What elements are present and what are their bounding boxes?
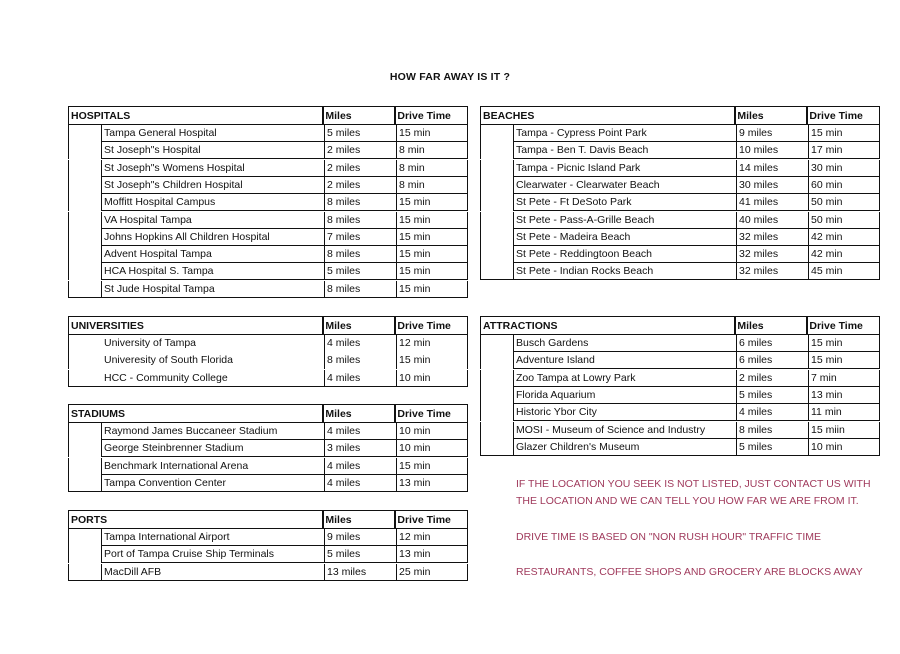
beaches-drive-time-cell: 45 min <box>808 263 880 280</box>
attractions-name-cell: Historic Ybor City <box>513 404 736 421</box>
beaches-miles-cell: 30 miles <box>736 177 808 194</box>
ports-miles-cell: 9 miles <box>324 529 396 546</box>
attractions-miles-cell: 5 miles <box>736 387 808 404</box>
hospitals-miles-cell: 8 miles <box>324 212 396 229</box>
ports-name-cell: Port of Tampa Cruise Ship Terminals <box>101 546 324 563</box>
universities-frame-line <box>68 335 69 352</box>
stadiums-header-miles: Miles <box>322 404 396 423</box>
ports-frame-line <box>68 564 69 581</box>
stadiums-header-drive-time: Drive Time <box>394 404 468 423</box>
attractions-miles-cell: 6 miles <box>736 352 808 369</box>
hospitals-drive-time-cell: 15 min <box>396 194 468 211</box>
beaches-drive-time-cell: 50 min <box>808 212 880 229</box>
beaches-name-cell: St Pete - Pass-A-Grille Beach <box>513 212 736 229</box>
hospitals-name-cell: St Joseph"s Womens Hospital <box>101 160 324 177</box>
hospitals-name-cell: St Joseph"s Hospital <box>101 142 324 159</box>
beaches-frame-line <box>480 160 481 177</box>
hospitals-drive-time-cell: 8 min <box>396 177 468 194</box>
hospitals-miles-cell: 8 miles <box>324 194 396 211</box>
universities-name-cell: University of Tampa <box>104 337 197 349</box>
beaches-drive-time-cell: 50 min <box>808 194 880 211</box>
hospitals-name-cell: St Jude Hospital Tampa <box>101 281 324 298</box>
universities-name-cell: HCC - Community College <box>101 370 324 387</box>
beaches-miles-cell: 40 miles <box>736 212 808 229</box>
attractions-name-cell: Florida Aquarium <box>513 387 736 404</box>
attractions-name-cell: Glazer Children's Museum <box>513 439 736 456</box>
attractions-name-cell: MOSI - Museum of Science and Industry <box>513 422 736 439</box>
attractions-frame-line <box>480 387 481 404</box>
ports-header-miles: Miles <box>322 510 396 529</box>
beaches-name-cell: Tampa - Ben T. Davis Beach <box>513 142 736 159</box>
attractions-frame-bottom <box>480 455 513 456</box>
beaches-name-cell: Clearwater - Clearwater Beach <box>513 177 736 194</box>
stadiums-miles-cell: 4 miles <box>324 423 396 440</box>
ports-frame-line <box>68 529 69 546</box>
attractions-miles-cell: 4 miles <box>736 404 808 421</box>
hospitals-frame-line <box>68 246 69 263</box>
beaches-frame-line <box>480 229 481 246</box>
beaches-frame-line <box>480 125 481 142</box>
stadiums-miles-cell: 3 miles <box>324 440 396 457</box>
beaches-miles-cell: 41 miles <box>736 194 808 211</box>
beaches-frame-line <box>480 142 481 159</box>
hospitals-miles-cell: 8 miles <box>324 246 396 263</box>
note-nearby-amenities: RESTAURANTS, COFFEE SHOPS AND GROCERY ARE BLOCKS AWAY <box>516 566 863 578</box>
attractions-frame-line <box>480 439 481 456</box>
stadiums-name-cell: George Steinbrenner Stadium <box>101 440 324 457</box>
stadiums-frame-line <box>68 440 69 457</box>
ports-header-category: PORTS <box>68 510 324 529</box>
hospitals-name-cell: Johns Hopkins All Children Hospital <box>101 229 324 246</box>
hospitals-frame-line <box>68 212 69 229</box>
universities-name-cell: Univeresity of South Florida <box>104 354 233 367</box>
ports-frame-line <box>68 546 69 563</box>
hospitals-miles-cell: 7 miles <box>324 229 396 246</box>
hospitals-header-category: HOSPITALS <box>68 106 324 125</box>
attractions-header-miles: Miles <box>734 316 808 335</box>
attractions-header-drive-time: Drive Time <box>806 316 880 335</box>
hospitals-drive-time-cell: 15 min <box>396 125 468 142</box>
beaches-header-category: BEACHES <box>480 106 736 125</box>
stadiums-drive-time-cell: 10 min <box>396 440 468 457</box>
stadiums-frame-bottom <box>68 491 101 492</box>
attractions-frame-line <box>480 370 481 387</box>
beaches-miles-cell: 32 miles <box>736 246 808 263</box>
attractions-name-cell: Zoo Tampa at Lowry Park <box>513 370 736 387</box>
beaches-header-drive-time: Drive Time <box>806 106 880 125</box>
hospitals-frame-bottom <box>68 297 101 298</box>
stadiums-miles-cell: 4 miles <box>324 475 396 492</box>
attractions-miles-cell: 5 miles <box>736 439 808 456</box>
beaches-miles-cell: 9 miles <box>736 125 808 142</box>
beaches-name-cell: St Pete - Indian Rocks Beach <box>513 263 736 280</box>
stadiums-name-cell: Benchmark International Arena <box>101 458 324 475</box>
attractions-name-cell: Busch Gardens <box>513 335 736 352</box>
hospitals-name-cell: Tampa General Hospital <box>101 125 324 142</box>
hospitals-miles-cell: 2 miles <box>324 160 396 177</box>
attractions-frame-line <box>480 422 481 439</box>
attractions-drive-time-cell: 10 min <box>808 439 880 456</box>
hospitals-drive-time-cell: 8 min <box>396 160 468 177</box>
ports-drive-time-cell: 12 min <box>396 529 468 546</box>
attractions-name-cell: Adventure Island <box>513 352 736 369</box>
beaches-frame-line <box>480 194 481 211</box>
attractions-header-category: ATTRACTIONS <box>480 316 736 335</box>
universities-frame-bottom <box>68 386 324 387</box>
stadiums-miles-cell: 4 miles <box>324 458 396 475</box>
hospitals-drive-time-cell: 15 min <box>396 263 468 280</box>
beaches-frame-line <box>480 263 481 280</box>
universities-drive-time-cell: 15 min <box>396 352 468 369</box>
attractions-frame-line <box>480 404 481 421</box>
universities-drive-time-cell: 12 min <box>396 335 468 352</box>
hospitals-drive-time-cell: 15 min <box>396 281 468 298</box>
hospitals-frame-line <box>68 229 69 246</box>
attractions-miles-cell: 2 miles <box>736 370 808 387</box>
stadiums-drive-time-cell: 10 min <box>396 423 468 440</box>
beaches-miles-cell: 32 miles <box>736 263 808 280</box>
hospitals-miles-cell: 8 miles <box>324 281 396 298</box>
ports-header-drive-time: Drive Time <box>394 510 468 529</box>
beaches-frame-line <box>480 177 481 194</box>
hospitals-drive-time-cell: 15 min <box>396 212 468 229</box>
beaches-drive-time-cell: 60 min <box>808 177 880 194</box>
ports-miles-cell: 13 miles <box>324 564 396 581</box>
attractions-drive-time-cell: 15 miin <box>808 422 880 439</box>
universities-miles-cell: 4 miles <box>324 335 396 352</box>
universities-miles-cell: 4 miles <box>324 370 396 387</box>
beaches-miles-cell: 14 miles <box>736 160 808 177</box>
hospitals-frame-line <box>68 281 69 298</box>
hospitals-drive-time-cell: 15 min <box>396 229 468 246</box>
note-not-listed-line2: THE LOCATION AND WE CAN TELL YOU HOW FAR WE ARE FROM IT. <box>516 495 859 507</box>
attractions-drive-time-cell: 11 min <box>808 404 880 421</box>
stadiums-name-cell: Tampa Convention Center <box>101 475 324 492</box>
beaches-miles-cell: 10 miles <box>736 142 808 159</box>
stadiums-name-cell: Raymond James Buccaneer Stadium <box>101 423 324 440</box>
hospitals-name-cell: HCA Hospital S. Tampa <box>101 263 324 280</box>
hospitals-frame-line <box>68 160 69 177</box>
note-not-listed-line1: IF THE LOCATION YOU SEEK IS NOT LISTED, JUST CONTACT US WITH <box>516 478 871 490</box>
beaches-header-miles: Miles <box>734 106 808 125</box>
hospitals-miles-cell: 5 miles <box>324 263 396 280</box>
ports-frame-bottom <box>68 580 101 581</box>
beaches-name-cell: Tampa - Picnic Island Park <box>513 160 736 177</box>
beaches-frame-bottom <box>480 279 513 280</box>
hospitals-drive-time-cell: 8 min <box>396 142 468 159</box>
hospitals-drive-time-cell: 15 min <box>396 246 468 263</box>
ports-drive-time-cell: 13 min <box>396 546 468 563</box>
ports-name-cell: Tampa International Airport <box>101 529 324 546</box>
ports-drive-time-cell: 25 min <box>396 564 468 581</box>
hospitals-name-cell: St Joseph"s Children Hospital <box>101 177 324 194</box>
attractions-drive-time-cell: 15 min <box>808 352 880 369</box>
hospitals-name-cell: VA Hospital Tampa <box>101 212 324 229</box>
ports-name-cell: MacDill AFB <box>101 564 324 581</box>
beaches-name-cell: St Pete - Reddingtoon Beach <box>513 246 736 263</box>
attractions-miles-cell: 8 miles <box>736 422 808 439</box>
hospitals-frame-line <box>68 263 69 280</box>
hospitals-header-miles: Miles <box>322 106 396 125</box>
attractions-drive-time-cell: 15 min <box>808 335 880 352</box>
beaches-frame-line <box>480 246 481 263</box>
hospitals-frame-line <box>68 194 69 211</box>
beaches-name-cell: St Pete - Madeira Beach <box>513 229 736 246</box>
beaches-drive-time-cell: 42 min <box>808 246 880 263</box>
universities-frame-line <box>68 370 69 387</box>
universities-frame-line <box>68 352 69 369</box>
beaches-drive-time-cell: 17 min <box>808 142 880 159</box>
stadiums-frame-line <box>68 458 69 475</box>
universities-miles-cell: 8 miles <box>324 352 396 369</box>
note-drive-time: DRIVE TIME IS BASED ON "NON RUSH HOUR" TRAFFIC TIME <box>516 531 821 543</box>
beaches-miles-cell: 32 miles <box>736 229 808 246</box>
attractions-drive-time-cell: 7 min <box>808 370 880 387</box>
hospitals-frame-line <box>68 142 69 159</box>
beaches-drive-time-cell: 42 min <box>808 229 880 246</box>
universities-drive-time-cell: 10 min <box>396 370 468 387</box>
beaches-name-cell: St Pete - Ft DeSoto Park <box>513 194 736 211</box>
hospitals-name-cell: Advent Hospital Tampa <box>101 246 324 263</box>
hospitals-miles-cell: 5 miles <box>324 125 396 142</box>
hospitals-frame-line <box>68 177 69 194</box>
ports-miles-cell: 5 miles <box>324 546 396 563</box>
attractions-drive-time-cell: 13 min <box>808 387 880 404</box>
beaches-frame-line <box>480 212 481 229</box>
stadiums-drive-time-cell: 13 min <box>396 475 468 492</box>
stadiums-frame-line <box>68 423 69 440</box>
universities-header-category: UNIVERSITIES <box>68 316 324 335</box>
hospitals-miles-cell: 2 miles <box>324 142 396 159</box>
hospitals-miles-cell: 2 miles <box>324 177 396 194</box>
page-title: HOW FAR AWAY IS IT ? <box>389 71 511 83</box>
stadiums-header-category: STADIUMS <box>68 404 324 423</box>
attractions-frame-line <box>480 352 481 369</box>
stadiums-drive-time-cell: 15 min <box>396 458 468 475</box>
beaches-name-cell: Tampa - Cypress Point Park <box>513 125 736 142</box>
universities-header-drive-time: Drive Time <box>394 316 468 335</box>
beaches-drive-time-cell: 30 min <box>808 160 880 177</box>
attractions-miles-cell: 6 miles <box>736 335 808 352</box>
universities-header-miles: Miles <box>322 316 396 335</box>
hospitals-header-drive-time: Drive Time <box>394 106 468 125</box>
beaches-drive-time-cell: 15 min <box>808 125 880 142</box>
hospitals-frame-line <box>68 125 69 142</box>
stadiums-frame-line <box>68 475 69 492</box>
hospitals-name-cell: Moffitt Hospital Campus <box>101 194 324 211</box>
attractions-frame-line <box>480 335 481 352</box>
